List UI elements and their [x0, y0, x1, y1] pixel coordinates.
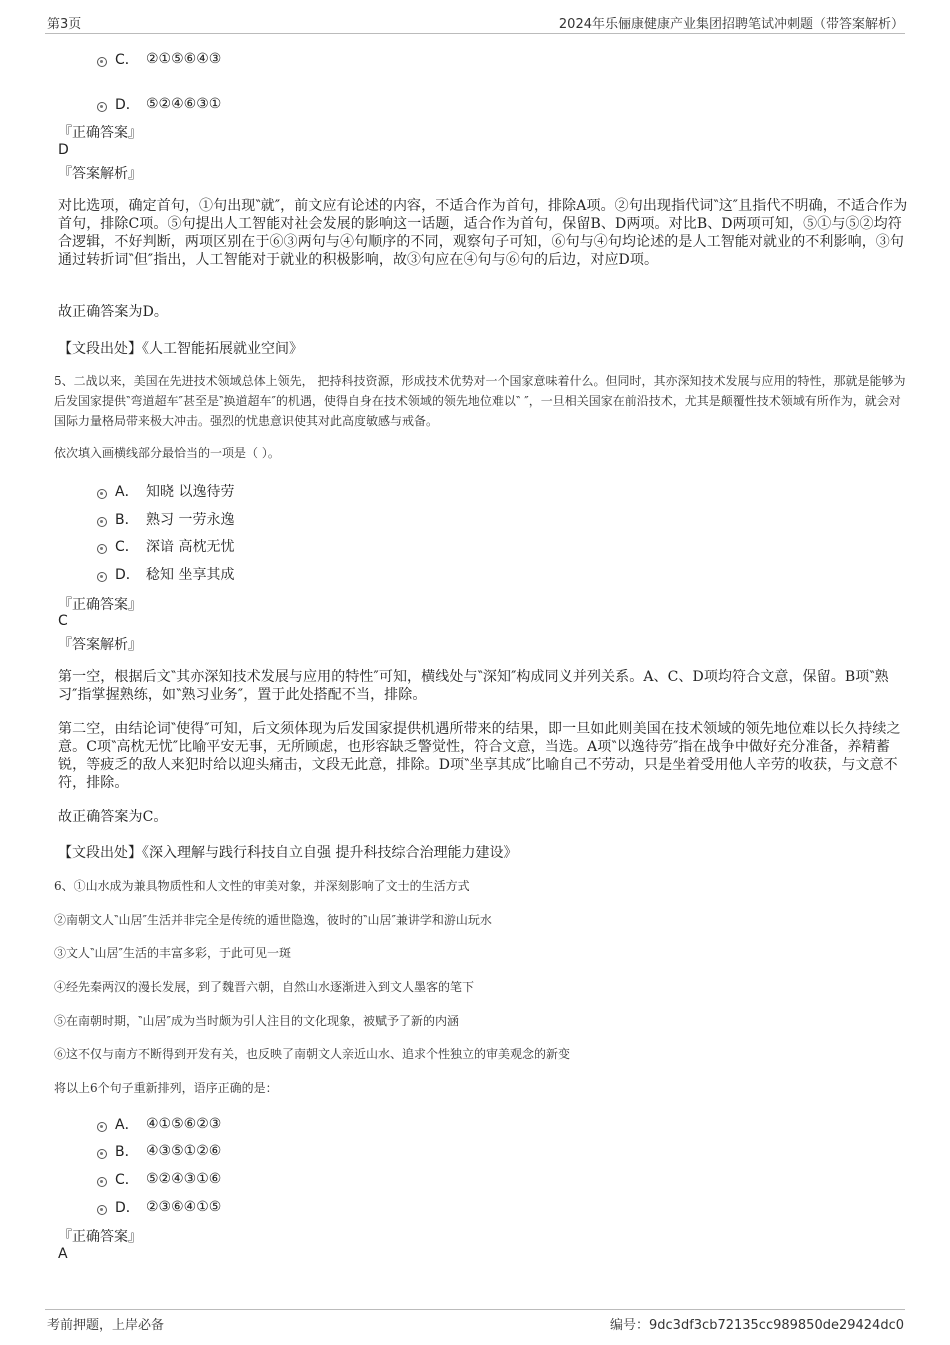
q5-prompt: 依次填入画横线部分最恰当的一项是（ ）。 [54, 446, 280, 460]
q4-analysis-label: 『答案解析』 [58, 166, 142, 182]
radio-icon[interactable] [97, 517, 107, 527]
q5-analysis-2: 第二空，由结论词‶使得″可知，后文须体现为后发国家提供机遇所带来的结果，即一旦如此则美国在技术领域的领先地位难以长久持续之意。C项‶高枕无忧″比喻平安无事，无所顾虑，也形容缺乏警觉性，符合文意，当选。A项‶以逸待劳″指在战争中做好充分准备，养精蓄锐，等疲乏的敌人来犯时给以迎头痛击，文段无此意，排除。D项‶坐享其成″比喻自己不劳动，只是坐着受用他人辛劳的收获，与文意不符，排除。 [58, 721, 901, 791]
q6-answer: A [58, 1246, 68, 1262]
q6-sentence-5: ⑤在南朝时期，‶山居″成为当时颇为引人注目的文化现象，被赋予了新的内涵 [54, 1014, 459, 1028]
q4-conclusion: 故正确答案为D。 [58, 304, 169, 320]
q5-option-a[interactable]: A． 知晓 以逸待劳 [97, 481, 234, 501]
radio-icon[interactable] [97, 1205, 107, 1215]
radio-icon[interactable] [97, 489, 107, 499]
footer-code [610, 1314, 904, 1333]
footer-divider [45, 1309, 905, 1310]
q6-sentence-3: ③文人‶山居″生活的丰富多彩，于此可见一斑 [54, 946, 291, 960]
footer-code-value: 9dc3df3cb72135cc989850de29424dc0 [649, 1318, 904, 1333]
q5-option-c[interactable]: C． 深谙 高枕无忧 [97, 536, 234, 556]
q4-option-c[interactable]: C． ②①⑤⑥④③ [97, 49, 221, 69]
q4-option-d[interactable]: D． ⑤②④⑥③① [97, 94, 221, 114]
q6-answer-label: 『正确答案』 [58, 1229, 142, 1245]
q6-sentence-6: ⑥这不仅与南方不断得到开发有关，也反映了南朝文人亲近山水、追求个性独立的审美观念的新变 [54, 1047, 571, 1061]
q4-analysis: 对比选项，确定首句，①句出现‶就″，前文应有论述的内容，不适合作为首句，排除A项。②句出现指代词‶这″且指代不明确，不适合作为首句，排除C项。⑤句提出人工智能对社会发展的影响这一话题，适合作为首句，保留B、D两项。对比B、D两项可知，⑤①与⑤②均符合逻辑，不好判断，两项区别在于⑥③两句与④句顺序的不同，观察句子可知，⑥句与④句均论述的是人工智能对就业的不利影响，③句通过转折词‶但″指出，人工智能对于就业的积极影响，故③句应在④句与⑥句的后边，对应D项。 [58, 198, 908, 268]
radio-icon[interactable] [97, 1122, 107, 1132]
radio-icon[interactable] [97, 102, 107, 112]
q6-prompt: 将以上6个句子重新排列，语序正确的是： [54, 1081, 278, 1095]
q5-answer: C [58, 613, 68, 629]
q5-option-b[interactable]: B． 熟习 一劳永逸 [97, 509, 234, 529]
q6-option-b[interactable]: B． ④③⑤①②⑥ [97, 1141, 221, 1161]
footer-code-label: 编号： [609, 1318, 649, 1333]
q6-option-d[interactable]: D． ②③⑥④①⑤ [97, 1197, 221, 1217]
radio-icon[interactable] [97, 57, 107, 67]
radio-icon[interactable] [97, 1149, 107, 1159]
q6-sentence-4: ④经先秦两汉的漫长发展，到了魏晋六朝，自然山水逐渐进入到文人墨客的笔下 [54, 980, 475, 994]
q4-source: 【文段出处】《人工智能拓展就业空间》 [58, 341, 303, 357]
q5-source: 【文段出处】《深入理解与践行科技自立自强 提升科技综合治理能力建设》 [58, 845, 518, 861]
footer-slogan: 考前押题，上岸必备 [47, 1318, 165, 1333]
q5-conclusion: 故正确答案为C。 [58, 809, 168, 825]
q5-analysis-1: 第一空，根据后文‶其亦深知技术发展与应用的特性″可知，横线处与‶深知″构成同义并列关系。A、C、D项均符合文意，保留。B项‶熟习″指掌握熟练，如‶熟习业务″，置于此处搭配不当，排除。 [58, 669, 889, 703]
document-title: 2024年乐俪康健康产业集团招聘笔试冲刺题（带答案解析） [558, 17, 904, 32]
radio-icon[interactable] [97, 572, 107, 582]
q5-analysis-label: 『答案解析』 [58, 637, 142, 653]
q5-question: 5、二战以来，美国在先进技术领域总体上领先， 把持科技资源，形成技术优势对一个国家意味着什么。但同时，其亦深知技术发展与应用的特性，那就是能够为后发国家提供‶弯道超车″甚至是‶换道超车″的机遇，使得自身在技术领域的领先地位难以‶ ″，一旦相关国家在前沿技术，尤其是颠覆性技术领域有所作为，就会对国际力量格局带来极大冲击。强烈的忧患意识使其对此高度敏感与戒备。 [54, 374, 906, 428]
q6-option-a[interactable]: A． ④①⑤⑥②③ [97, 1114, 221, 1134]
q6-sentence-2: ②南朝文人‶山居″生活并非完全是传统的遁世隐逸，彼时的‶山居″兼讲学和游山玩水 [54, 913, 492, 927]
radio-icon[interactable] [97, 544, 107, 554]
page-number: 第3页 [47, 17, 82, 32]
q5-option-d[interactable]: D． 稔知 坐享其成 [97, 564, 234, 584]
q4-answer-label: 『正确答案』 [58, 125, 142, 141]
radio-icon[interactable] [97, 1177, 107, 1187]
q6-sentence-1: 6、①山水成为兼具物质性和人文性的审美对象，并深刻影响了文士的生活方式 [54, 879, 470, 893]
q5-answer-label: 『正确答案』 [58, 597, 142, 613]
q4-answer: D [58, 142, 69, 158]
q6-option-c[interactable]: C． ⑤②④③①⑥ [97, 1169, 221, 1189]
header-divider [45, 33, 905, 34]
